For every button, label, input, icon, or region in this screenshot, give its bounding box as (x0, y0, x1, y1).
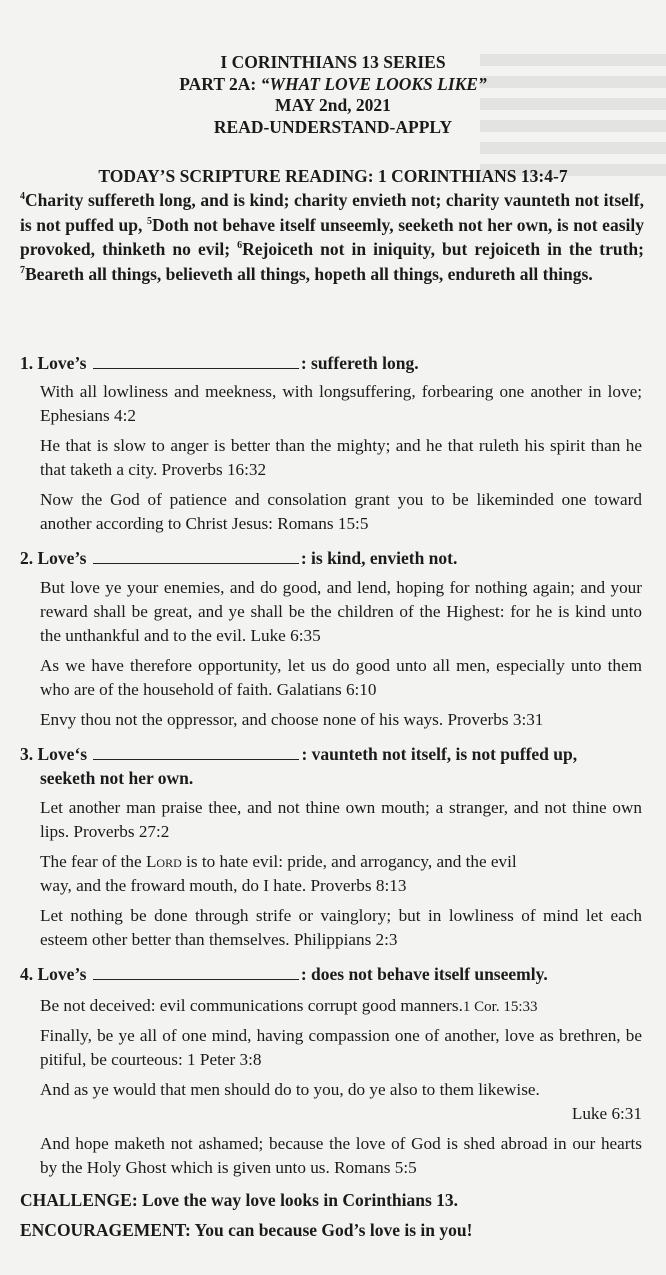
point-4-heading: 4. Love’s : does not behave itself unseemly. (20, 964, 548, 984)
encouragement: ENCOURAGEMENT: You can because God’s love is in you! (20, 1220, 473, 1240)
verse-proverbs-8-13: The fear of the Lord is to hate evil: pride, and arrogancy, and the evil way, and the froward mouth, do I hate. Proverbs 8:13 (40, 852, 517, 895)
service-date: MAY 2nd, 2021 (275, 95, 391, 115)
verse-luke-6-31: And as ye would that men should do to you, do ye also to them likewise. Luke 6:31 (40, 1080, 642, 1123)
point-2-heading: 2. Love’s : is kind, envieth not. (20, 548, 458, 568)
verse-romans-5-5: And hope maketh not ashamed; because the love of God is shed abroad in our hearts by the Holy Ghost which is given unto us. Romans 5:5 (40, 1134, 642, 1177)
verse-proverbs-3-31: Envy thou not the oppressor, and choose none of his ways. Proverbs 3:31 (40, 710, 544, 729)
series-title: I CORINTHIANS 13 SERIES (220, 52, 446, 72)
motto: READ-UNDERSTAND-APPLY (213, 116, 453, 137)
verse-number: 7 (20, 264, 25, 276)
verse-ephesians-4-2: With all lowliness and meekness, with longsuffering, forbearing one another in love; Ephesians 4:2 (40, 382, 642, 425)
fill-in-blank (93, 745, 299, 760)
verse-1-corinthians-15-33: Be not deceived: evil communications corrupt good manners.1 Cor. 15:33 (40, 996, 538, 1015)
verse-number: 4 (20, 191, 25, 202)
verse-number: 5 (146, 215, 152, 227)
point-1-heading: 1. Love’s : suffereth long. (20, 353, 419, 373)
verse-romans-15-5: Now the God of patience and consolation grant you to be likeminded one toward another according to Christ Jesus: Romans 15:5 (40, 490, 642, 533)
challenge: CHALLENGE: Love the way love looks in Corinthians 13. (20, 1190, 459, 1210)
verse-proverbs-16-32: He that is slow to anger is better than the mighty; and he that ruleth his spirit than he that taketh a city. Proverbs 16:32 (40, 436, 642, 479)
verse-luke-6-35: But love ye your enemies, and do good, and lend, hoping for nothing again; and your reward shall be great, and ye shall be the children of the Highest: for he is kind unto the unthankful and to the evil. Luke 6:35 (40, 578, 642, 645)
scripture-passage: $^4$Charity suffereth long, and is kind; charity envieth not; charity vaunteth not itself, is not puffed up, $^5$Doth not behave itself unseemly, seeketh not her own, is not easily provoked, thinketh no evil; $^6$Rejoiceth not in iniquity, but rejoiceth in the truth; $^7$Beareth all things, believeth all things, hopeth all things, endureth all things. (20, 190, 644, 284)
fill-in-blank (93, 549, 299, 564)
series-header (0, 52, 666, 138)
fill-in-blank (93, 965, 299, 980)
fill-in-blank (93, 354, 299, 369)
part-title: PART 2A: “WHAT LOVE LOOKS LIKE” (179, 73, 487, 94)
verse-galatians-6-10: As we have therefore opportunity, let us do good unto all men, especially unto them who are of the household of faith. Galatians 6:10 (40, 656, 642, 699)
verse-proverbs-27-2: Let another man praise thee, and not thine own mouth; a stranger, and not thine own lips. Proverbs 27:2 (40, 798, 642, 841)
verse-philippians-2-3: Let nothing be done through strife or vainglory; but in lowliness of mind let each esteem other better than themselves. Philippians 2:3 (40, 906, 642, 949)
reading-heading: TODAY’S SCRIPTURE READING: 1 CORINTHIANS 13:4-7 (98, 166, 568, 186)
point-3-heading: 3. Love‘s : vaunteth not itself, is not puffed up, seeketh not her own. (20, 744, 578, 788)
verse-1-peter-3-8: Finally, be ye all of one mind, having compassion one of another, love as brethren, be pitiful, be courteous: 1 Peter 3:8 (40, 1026, 642, 1069)
verse-number: 6 (237, 240, 243, 251)
